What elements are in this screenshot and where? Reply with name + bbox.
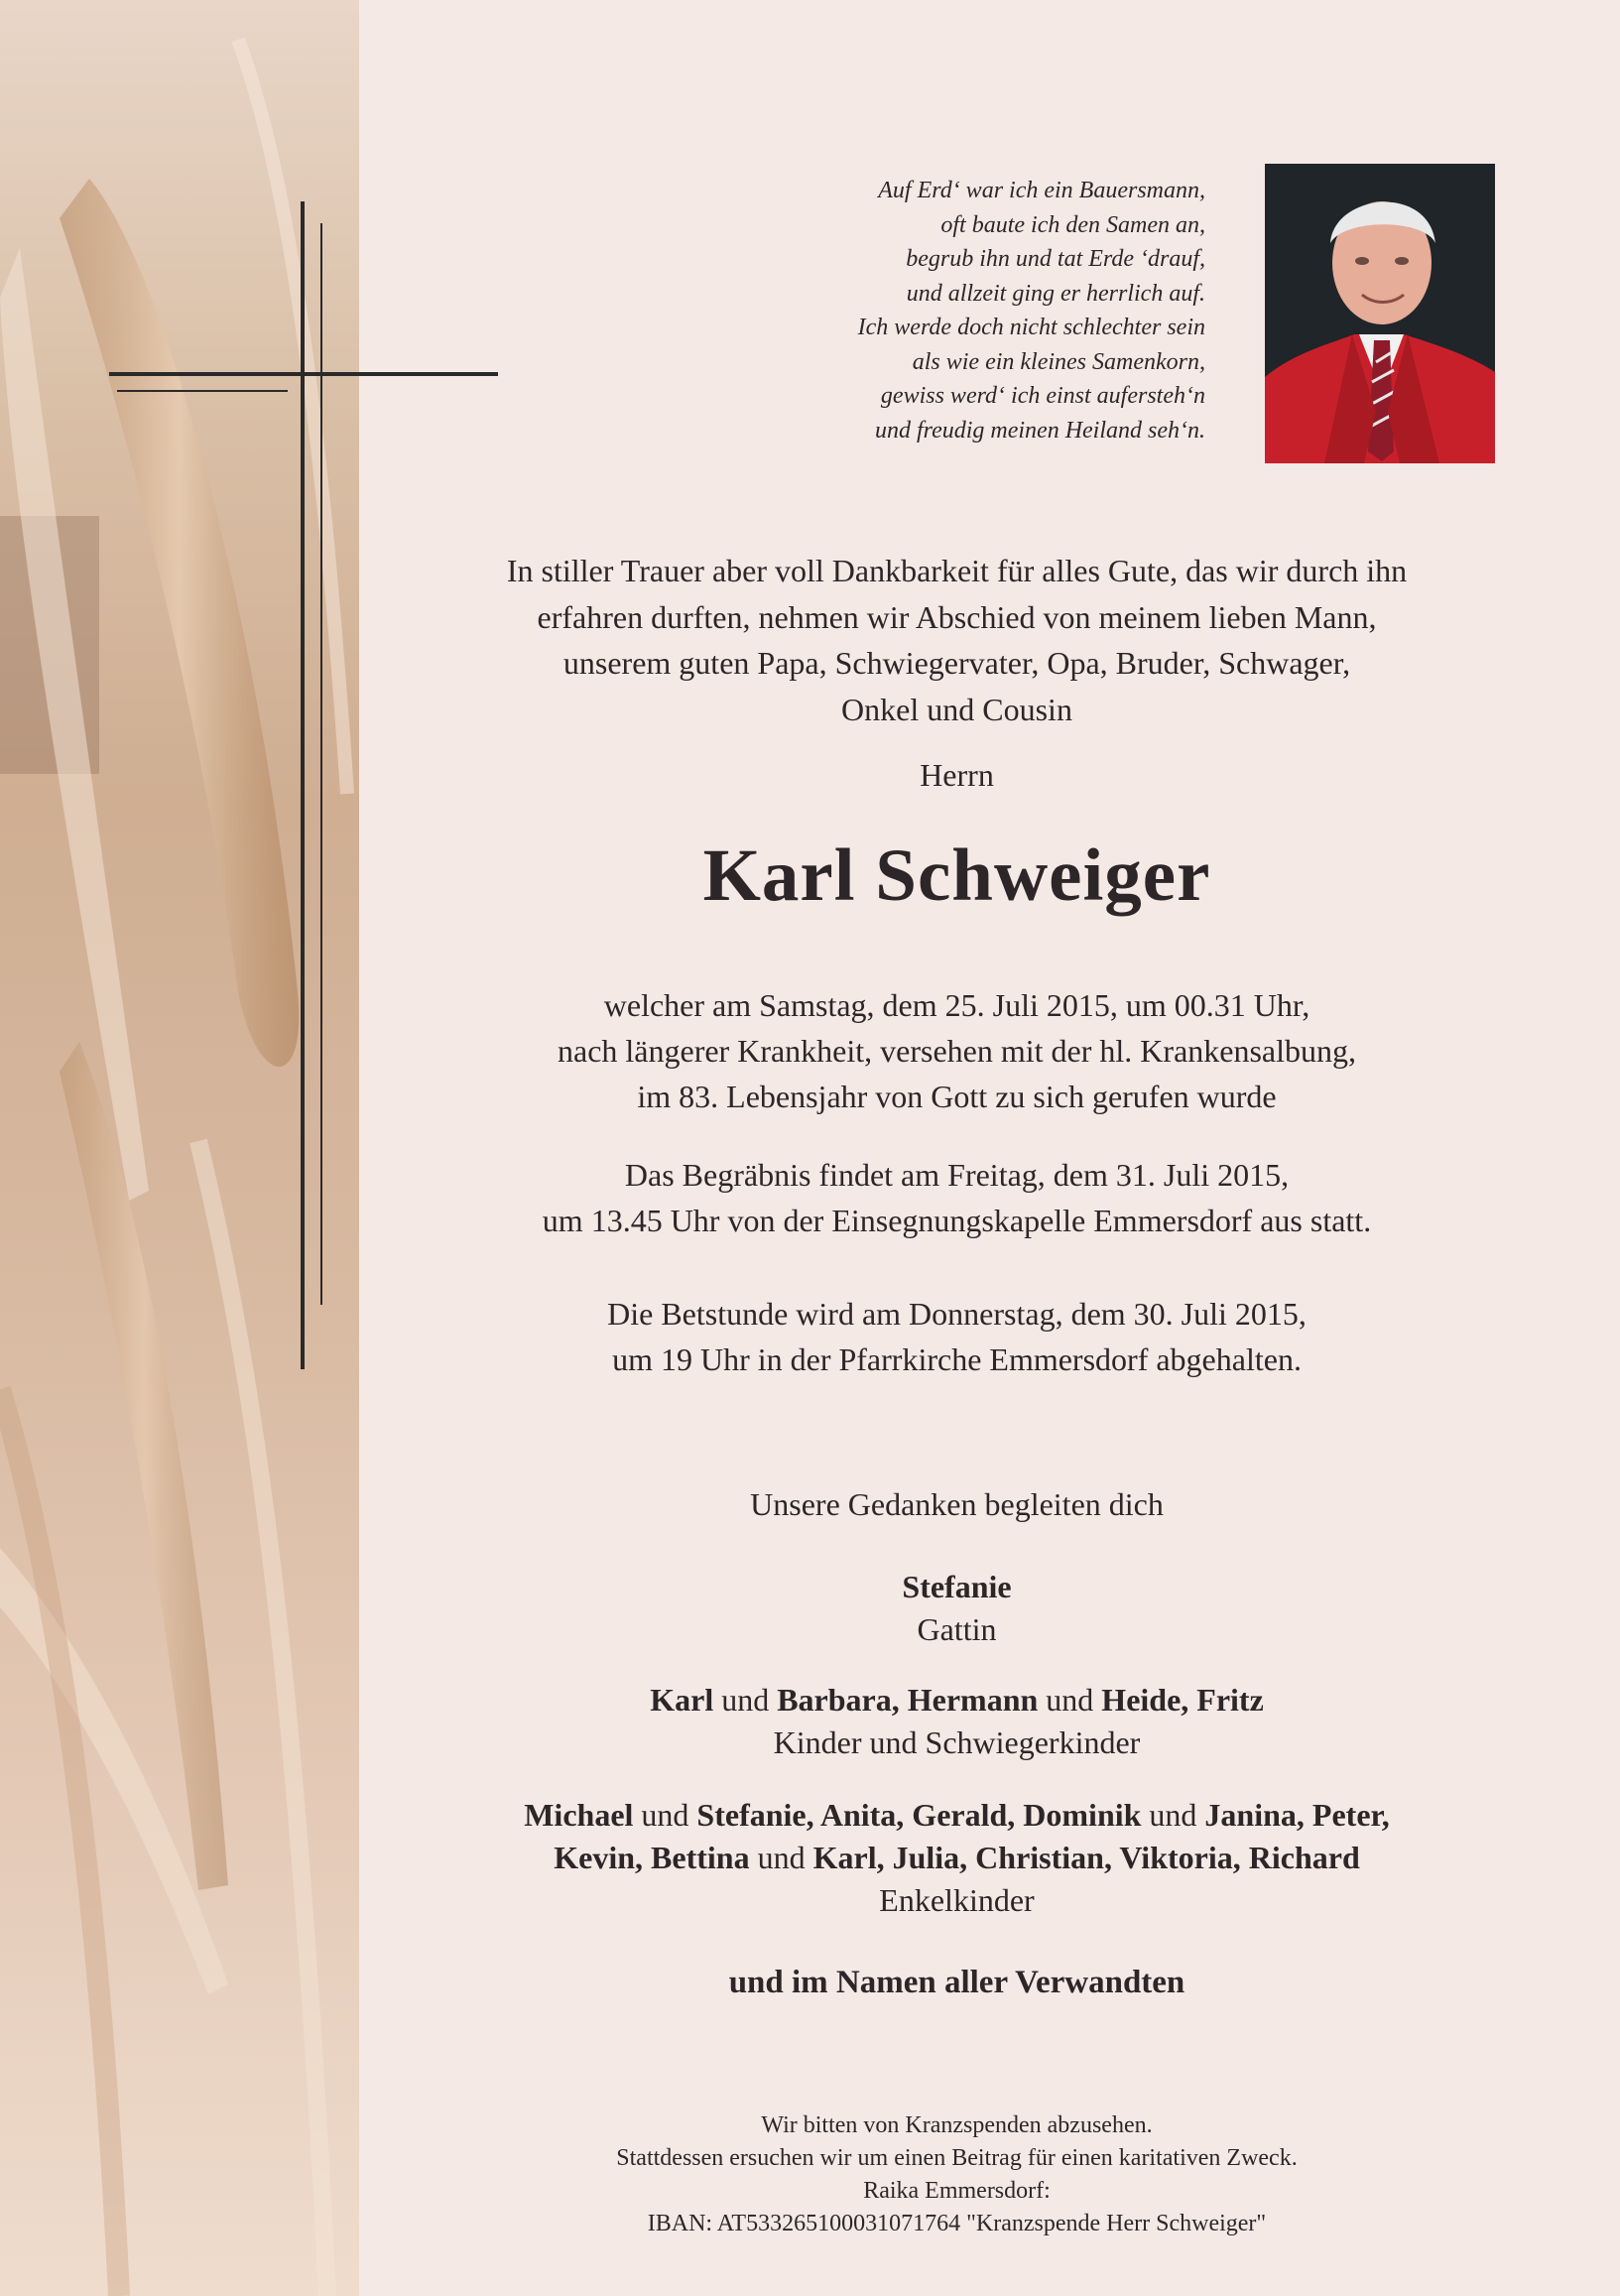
child-name: Barbara, Hermann <box>777 1682 1039 1718</box>
conjunction: und <box>757 1840 806 1875</box>
wife-role: Gattin <box>917 1611 997 1647</box>
grandchildren-role: Enkelkinder <box>879 1882 1035 1918</box>
intro-line: erfahren durften, nehmen wir Abschied von meinem lieben Mann, <box>537 598 1377 635</box>
intro-line: unserem guten Papa, Schwiegervater, Opa, Bruder, Schwager, <box>562 645 1351 681</box>
children-role: Kinder und Schwiegerkinder <box>773 1724 1141 1760</box>
grandchild-name: Kevin, Bettina <box>554 1840 750 1875</box>
death-info-line: welcher am Samstag, dem 25. Juli 2015, um 00.31 Uhr, <box>603 987 1310 1023</box>
poem-line: Ich werde doch nicht schlechter sein <box>857 315 1205 340</box>
child-name: Heide, Fritz <box>1101 1682 1264 1718</box>
conjunction: und <box>641 1797 689 1833</box>
death-info <box>359 982 1555 1119</box>
intro-line: Onkel und Cousin <box>841 691 1072 727</box>
poem-line: als wie ein kleines Samenkorn, <box>912 348 1205 375</box>
portrait-photo <box>1265 164 1495 463</box>
family-wife <box>359 1566 1555 1651</box>
relatives-line: und im Namen aller Verwandten <box>728 1965 1185 2000</box>
intro-text <box>359 548 1555 732</box>
poem <box>754 174 1205 447</box>
grandchild-name: Karl, Julia, Christian, Viktoria, Richard <box>812 1840 1360 1875</box>
poem-line: und allzeit ging er herrlich auf. <box>906 280 1205 307</box>
prayer-info-line: Die Betstunde wird am Donnerstag, dem 30. Juli 2015, <box>607 1296 1307 1332</box>
salutation: Herrn <box>920 757 994 793</box>
intro-line: In stiller Trauer aber voll Dankbarkeit für alles Gute, das wir durch ihn <box>506 553 1408 588</box>
wife-name: Stefanie <box>902 1569 1012 1604</box>
footer-line: Stattdessen ersuchen wir um einen Beitrag für einen karitativen Zweck. <box>616 2145 1298 2171</box>
funeral-info-line: Das Begräbnis findet am Freitag, dem 31. Juli 2015, <box>624 1157 1290 1193</box>
grandchild-name: Stefanie, Anita, Gerald, Dominik <box>696 1797 1142 1833</box>
death-info-line: nach längerer Krankheit, versehen mit der hl. Krankensalbung, <box>557 1033 1357 1069</box>
footer-line: Wir bitten von Kranzspenden abzusehen. <box>761 2112 1153 2138</box>
child-name: Karl <box>650 1682 714 1718</box>
poem-line: oft baute ich den Samen an, <box>940 211 1205 238</box>
family-children <box>359 1679 1555 1764</box>
deceased-name: Karl Schweiger <box>702 834 1211 917</box>
poem-line: und freudig meinen Heiland seh‘n. <box>874 417 1205 444</box>
thoughts-line: Unsere Gedanken begleiten dich <box>750 1486 1164 1522</box>
death-info-line: im 83. Lebensjahr von Gott zu sich gerufen wurde <box>637 1079 1277 1114</box>
prayer-info <box>359 1291 1555 1382</box>
portrait-illustration <box>1265 164 1495 463</box>
funeral-info <box>359 1152 1555 1243</box>
iban-line: IBAN: AT533265100031071764 "Kranzspende Herr Schweiger" <box>647 2211 1267 2236</box>
poem-line: gewiss werd‘ ich einst aufersteh‘n <box>880 383 1205 409</box>
family-grandchildren <box>359 1794 1555 1922</box>
conjunction: und <box>1149 1797 1197 1833</box>
conjunction: und <box>1046 1682 1094 1718</box>
donation-note <box>359 2109 1555 2240</box>
poem-line: begrub ihn und tat Erde ‘drauf, <box>906 246 1205 272</box>
footer-line: Raika Emmersdorf: <box>863 2178 1051 2204</box>
funeral-info-line: um 13.45 Uhr von der Einsegnungskapelle Emmersdorf aus statt. <box>542 1203 1372 1238</box>
conjunction: und <box>721 1682 770 1718</box>
grandchild-name: Michael <box>524 1797 634 1833</box>
grandchild-name: Janina, Peter, <box>1204 1797 1390 1833</box>
poem-line: Auf Erd‘ war ich ein Bauersmann, <box>878 178 1205 203</box>
prayer-info-line: um 19 Uhr in der Pfarrkirche Emmersdorf abgehalten. <box>612 1341 1302 1377</box>
